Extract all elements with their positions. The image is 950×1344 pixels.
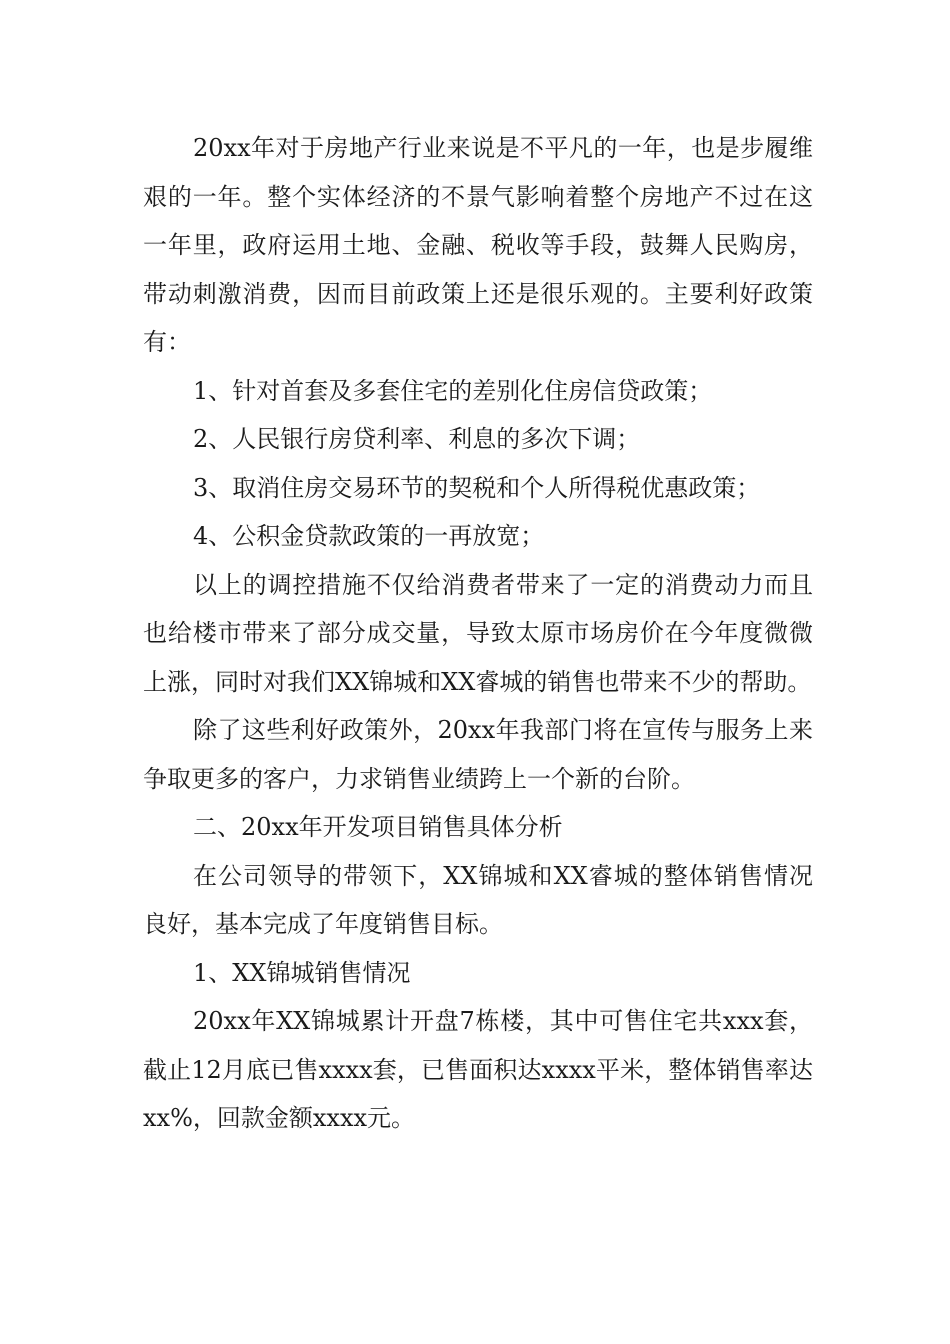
section-heading: 二、20xx年开发项目销售具体分析 xyxy=(193,813,563,841)
department-plan-paragraph: 除了这些利好政策外，20xx年我部门将在宣传与服务上来争取更多的客户，力求销售业绩跨上一个新的台阶。 xyxy=(143,716,813,793)
policy-effect-paragraph: 以上的调控措施不仅给消费者带来了一定的消费动力而且也给楼市带来了部分成交量，导致太原市场房价在今年度微微上涨，同时对我们XX锦城和XX睿城的销售也带来不少的帮助。 xyxy=(143,570,813,696)
intro-paragraph: 20xx年对于房地产行业来说是不平凡的一年，也是步履维艰的一年。整个实体经济的不景气影响着整个房地产不过在这一年里，政府运用土地、金融、税收等手段，鼓舞人民购房，带动刺激消费，因而目前政策上还是很乐观的。主要利好政策有： xyxy=(143,134,813,356)
sales-detail-paragraph: 20xx年XX锦城累计开盘7栋楼，其中可售住宅共xxx套，截止12月底已售xxxx套，已售面积达xxxx平米，整体销售率达xx%，回款金额xxxx元。 xyxy=(143,1007,813,1132)
policy-item-4: 4、公积金贷款政策的一再放宽； xyxy=(193,522,545,550)
sales-overview-paragraph: 在公司领导的带领下，XX锦城和XX睿城的整体销售情况良好，基本完成了年度销售目标。 xyxy=(143,861,813,938)
document-body xyxy=(143,124,813,1143)
policy-item-1: 1、针对首套及多套住宅的差别化住房信贷政策； xyxy=(193,376,713,405)
policy-item-3: 3、取消住房交易环节的契税和个人所得税优惠政策； xyxy=(193,473,761,502)
subsection-heading: 1、XX锦城销售情况 xyxy=(193,958,411,987)
policy-item-2: 2、人民银行房贷利率、利息的多次下调； xyxy=(193,425,641,453)
